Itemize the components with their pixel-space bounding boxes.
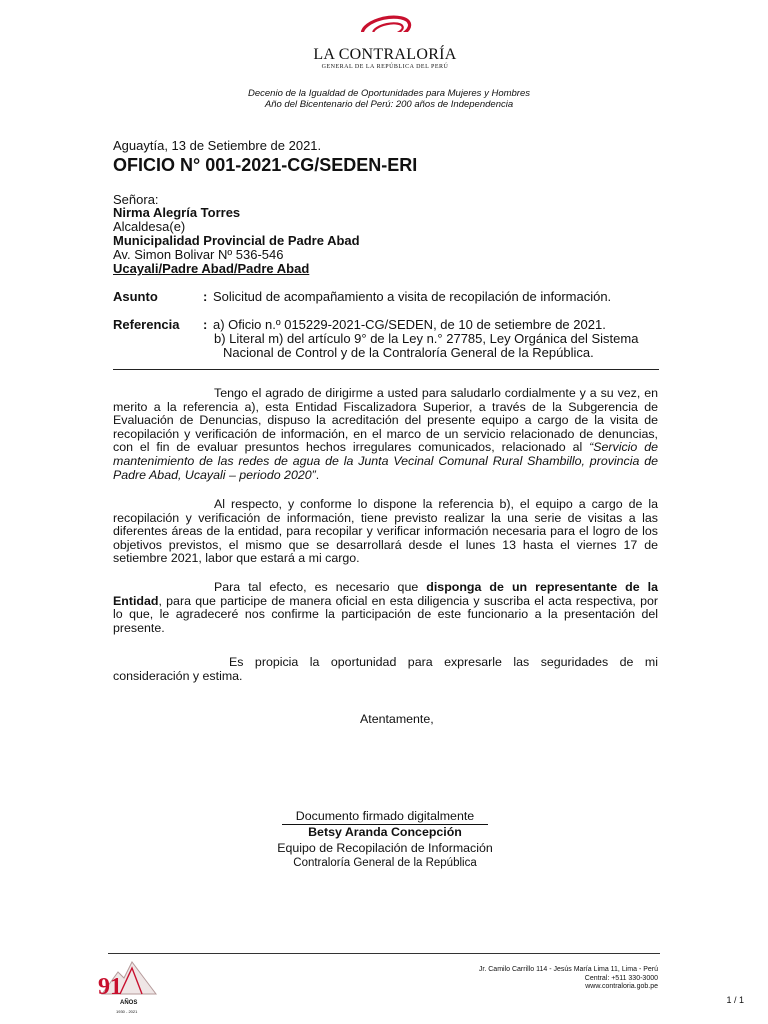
recipient-position: Alcaldesa(e) — [113, 219, 186, 234]
salutation: Señora: — [113, 192, 159, 207]
closing: Atentamente, — [360, 712, 434, 726]
asunto-label: Asunto — [113, 289, 158, 304]
referencia-b-line1: b) Literal m) del artículo 9° de la Ley n.° 27785, Ley Orgánica del Sistema — [214, 331, 639, 346]
anniversary-number: 91 — [98, 974, 122, 1000]
paragraph-1-text: Tengo el agrado de dirigirme a usted para saludarlo cordialmente y a su vez, en merito a la referencia a), esta Entidad Fiscalizadora Superior, a través de la Subgerencia de Evaluación de Denuncias, dispuso la acreditación del presente equipo a cargo de la visita de recopilación y verificación de información, en el marco de un servicio relacionado de denuncias, con el fin de evaluar presuntos hechos irregulares comunicados, relacionado al — [113, 386, 658, 455]
anniversary-years: 1930 - 2021 — [116, 1009, 138, 1014]
place-date: Aguaytía, 13 de Setiembre de 2021. — [113, 138, 322, 153]
org-name: LA CONTRALORÍA — [313, 46, 457, 63]
paragraph-3 — [113, 581, 658, 635]
signer-name: Betsy Aranda Concepción — [308, 825, 462, 839]
asunto-colon: : — [203, 289, 208, 304]
footer-website[interactable]: www.contraloria.gob.pe — [585, 983, 658, 990]
paragraph-1-end: . — [315, 467, 320, 482]
signer-team: Equipo de Recopilación de Información — [277, 841, 493, 855]
recipient-name: Nirma Alegría Torres — [113, 205, 241, 220]
paragraph-1-service-name: “Servicio de mantenimiento de las redes de agua de la Junta Vecinal Comunal Rural Shambillo, provincia de Padre Abad, Ucayali – periodo 2020” — [113, 440, 659, 482]
contraloria-logo-icon — [358, 12, 414, 46]
signature-digital-note — [230, 809, 540, 823]
referencia-a: a) Oficio n.º 015229-2021-CG/SEDEN, de 10 de setiembre de 2021. — [213, 317, 606, 332]
paragraph-1 — [113, 387, 658, 482]
paragraph-4: Es propicia la oportunidad para expresarle las seguridades de mi consideración y estima. — [113, 655, 658, 683]
recipient-address: Av. Simon Bolivar Nº 536-546 — [113, 247, 284, 262]
decenio-header — [180, 88, 598, 110]
referencia-label: Referencia — [113, 317, 180, 332]
referencia-b-line2: Nacional de Control y de la Contraloría General de la República. — [223, 345, 594, 360]
paragraph-2: Al respecto, y conforme lo dispone la referencia b), el equipo a cargo de la recopilación y verificación de información, tiene previsto realizar la una serie de visitas a las diferentes áreas de la entidad, para recopilar y verificar información necesaria para el logro de los objetivos previstos, el mismo que se desarrollará desde el lunes 13 hasta el viernes 17 de setiembre 2021, labor que estará a mi cargo. — [113, 497, 658, 566]
anniversary-badge — [94, 958, 164, 1018]
signature-digital-text: Documento firmado digitalmente — [282, 809, 488, 825]
decenio-line-2: Año del Bicentenario del Perú: 200 años de Independencia — [264, 99, 514, 110]
referencia-colon: : — [203, 317, 208, 332]
paragraph-3-start: Para tal efecto, es necesario que — [214, 580, 427, 594]
anniversary-label: AÑOS — [120, 1000, 138, 1006]
footer-contact — [479, 966, 658, 992]
signer-organization: Contraloría General de la República — [293, 857, 477, 869]
paragraph-3-bold: disponga de un representante de la Entidad — [113, 580, 658, 608]
document-title: OFICIO N° 001-2021-CG/SEDEN-ERI — [113, 155, 418, 175]
recipient-organization: Municipalidad Provincial de Padre Abad — [113, 233, 360, 248]
asunto-text: Solicitud de acompañamiento a visita de recopilación de información. — [213, 289, 612, 304]
paragraph-3-end: , para que participe de manera oficial en esta diligencia y suscriba el acta respectiva, por lo que, le agradeceré nos confirme la participación de este funcionario a la presentación del presente. — [113, 593, 658, 635]
recipient-location: Ucayali/Padre Abad/Padre Abad — [113, 261, 310, 276]
footer-divider — [108, 953, 660, 954]
footer-phone: Central: +511 330-3000 — [584, 974, 658, 982]
footer-address: Jr. Camilo Carrillo 114 - Jesús María Lima 11, Lima - Perú — [478, 966, 658, 973]
header-divider — [113, 369, 659, 370]
org-subtitle: GENERAL DE LA REPÚBLICA DEL PERÚ — [321, 64, 449, 70]
page-indicator: 1 / 1 — [726, 995, 744, 1005]
decenio-line-1: Decenio de la Igualdad de Oportunidades para Mujeres y Hombres — [248, 88, 530, 99]
